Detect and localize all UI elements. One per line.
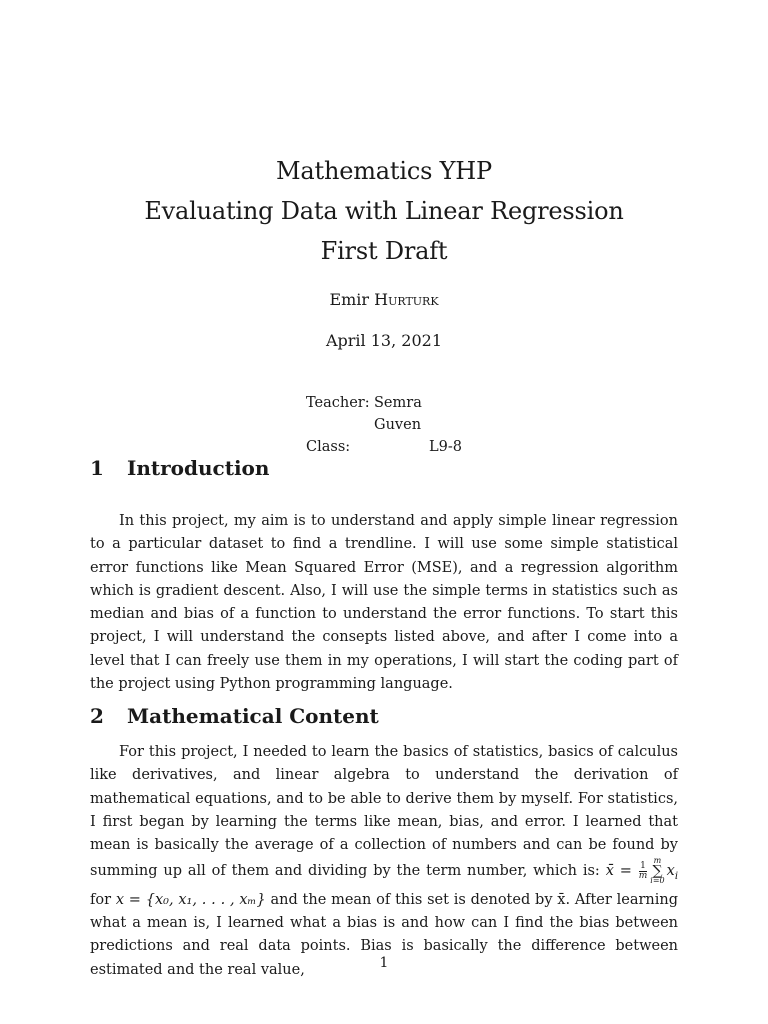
meta-table bbox=[306, 392, 462, 458]
title-block bbox=[0, 151, 768, 271]
math-content-text-2: and the mean of this set is denoted by x̄. After learning what a mean is, I learned what a bias is and how can I find the bias between predictions and real data points. Bias is basically the difference between estimated and the real value, bbox=[90, 891, 678, 978]
meta-row-teacher bbox=[306, 392, 462, 436]
sum-upper-limit: m bbox=[653, 856, 662, 866]
section-number: 2 bbox=[90, 704, 104, 728]
section-title: Mathematical Content bbox=[127, 704, 379, 728]
author bbox=[0, 290, 768, 309]
date: April 13, 2021 bbox=[325, 331, 442, 350]
formula-xbar: x̄ = bbox=[605, 863, 632, 880]
introduction-text: In this project, my aim is to understand and apply simple linear regression to a particular dataset to find a trendline. I will use some simple statistical error functions like Mean Squared Error (MSE), and a regression algorithm which is gradient descent. Also, I will use the simple terms in statistics such as median and bias of a function to understand the error functions. To start this project, I will understand the consepts listed above, and after I come into a level that I can freely use them in my operations, I will start the coding part of the project using Python programming language. bbox=[90, 513, 678, 693]
title-line-3: First Draft bbox=[320, 237, 448, 265]
teacher-value: Semra Guven bbox=[374, 395, 422, 433]
fraction-numerator: 1 bbox=[640, 860, 646, 871]
sum-sign: ∑ bbox=[652, 863, 663, 880]
fraction-denominator: m bbox=[638, 870, 648, 881]
sum-lower-limit: i=0 bbox=[650, 876, 665, 886]
class-value: L9-8 bbox=[429, 439, 462, 455]
formula-term: x bbox=[666, 863, 675, 880]
section-heading-mathematical-content bbox=[90, 704, 379, 728]
meta-row-class bbox=[306, 436, 462, 458]
formula-term-subscript: i bbox=[674, 871, 679, 883]
section-title: Introduction bbox=[127, 456, 270, 480]
page-number: 1 bbox=[379, 955, 389, 971]
author-first-name: Emir bbox=[329, 290, 375, 309]
section-number: 1 bbox=[90, 456, 104, 480]
math-content-text-1: For this project, I needed to learn the basics of statistics, basics of calculus like derivatives, and linear algebra to understand the derivation of mathematical equations, and to be able to derive them by myself. For statistics, I first began by learning the terms like mean, bias, and error. I learned that mean is basically the average of a collection of numbers and can be found by summing up all of them and dividing by the term number, which is: bbox=[90, 744, 678, 880]
teacher-label: Teacher: bbox=[306, 395, 370, 411]
math-content-paragraph bbox=[90, 741, 678, 982]
formula-set: x = {x₀, x₁, . . . , xₘ} bbox=[115, 891, 266, 908]
formula-for: for bbox=[90, 891, 116, 908]
class-label: Class: bbox=[306, 439, 351, 455]
title-line-1: Mathematics YHP bbox=[276, 157, 492, 185]
summation-symbol bbox=[650, 857, 664, 885]
introduction-paragraph bbox=[90, 510, 678, 696]
section-heading-introduction bbox=[90, 456, 269, 480]
author-last-name: Hurturk bbox=[374, 290, 439, 309]
formula-fraction bbox=[639, 862, 648, 881]
title-line-2: Evaluating Data with Linear Regression bbox=[144, 197, 624, 225]
